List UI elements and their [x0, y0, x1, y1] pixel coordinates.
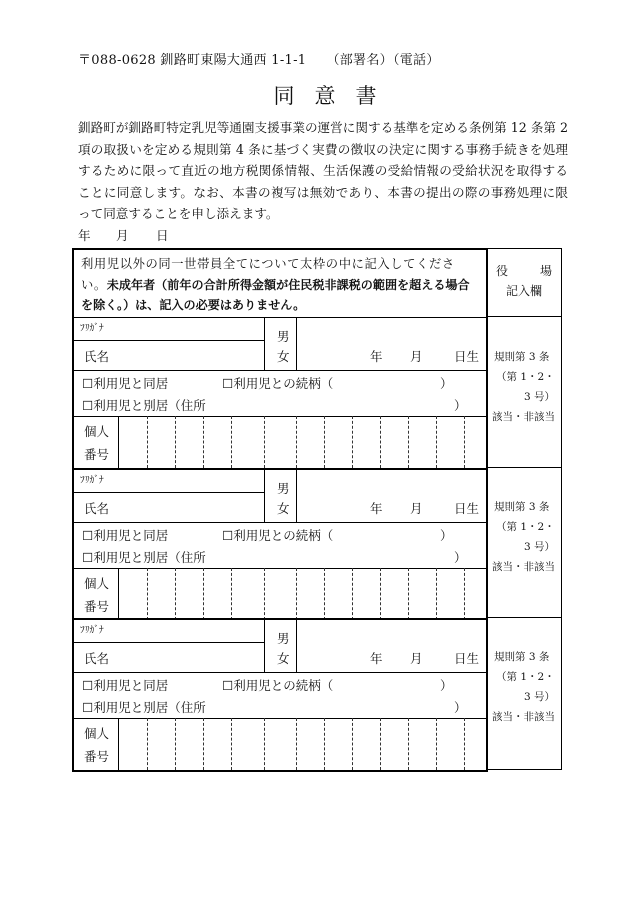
name-label: 氏名 [84, 651, 110, 666]
mynumber-digit-divider [464, 718, 465, 770]
mynumber-digit-divider [203, 568, 204, 620]
mynumber-label-divider [118, 568, 119, 620]
mynumber-digit-divider [147, 568, 148, 620]
birth-day-label: 日生 [454, 349, 480, 364]
mynumber-row-top [74, 718, 486, 719]
cohabit-checkbox[interactable]: ☐利用児と同居 [82, 376, 169, 391]
separate-checkbox[interactable]: ☐利用児と別居（住所 [82, 398, 206, 413]
furigana-label: ﾌﾘｶﾞﾅ [80, 475, 104, 486]
mynumber-digit-divider [296, 416, 297, 468]
birth-month-label: 月 [410, 349, 423, 364]
mynumber-digit-divider [324, 718, 325, 770]
gender-male-option[interactable]: 男 [277, 631, 290, 646]
office-eligibility-choice[interactable]: 該当・非該当 [492, 561, 555, 573]
mynumber-label-divider [118, 718, 119, 770]
furigana-divider [74, 492, 264, 493]
birth-day-label: 日生 [454, 501, 480, 516]
household-member-1 [74, 318, 486, 468]
mynumber-label-line1: 個人 [84, 424, 110, 439]
mynumber-digit-divider [147, 416, 148, 468]
mynumber-digit-divider [380, 416, 381, 468]
office-eligibility-note [486, 497, 562, 577]
office-note-line3: 3 号） [524, 691, 556, 703]
mynumber-digit-divider [436, 568, 437, 620]
name-right-divider [264, 620, 265, 672]
office-eligibility-choice[interactable]: 該当・非該当 [492, 411, 555, 423]
office-eligibility-note [486, 347, 562, 427]
separate-checkbox[interactable]: ☐利用児と別居（住所 [82, 550, 206, 565]
mynumber-digit-divider [352, 568, 353, 620]
mynumber-digit-divider [147, 718, 148, 770]
mynumber-digit-divider [324, 568, 325, 620]
gender-female-option[interactable]: 女 [277, 349, 290, 364]
name-row-bottom [74, 672, 486, 673]
name-row-bottom [74, 522, 486, 523]
mynumber-digit-divider [264, 568, 265, 620]
office-note-line2: （第 1・2・ [496, 521, 555, 533]
furigana-label: ﾌﾘｶﾞﾅ [80, 323, 104, 334]
mynumber-digit-divider [464, 568, 465, 620]
mynumber-digit-divider [264, 718, 265, 770]
mynumber-digit-divider [264, 416, 265, 468]
cohabit-checkbox[interactable]: ☐利用児と同居 [82, 678, 169, 693]
gender-right-divider [296, 470, 297, 522]
birth-year-label: 年 [370, 651, 383, 666]
mynumber-digit-divider [436, 416, 437, 468]
birth-month-label: 月 [410, 501, 423, 516]
mynumber-row-top [74, 568, 486, 569]
office-eligibility-note [486, 647, 562, 727]
mynumber-digit-divider [231, 568, 232, 620]
office-use-column [486, 248, 562, 770]
document-title: 同意書 [273, 84, 397, 108]
date-line [78, 225, 169, 244]
mynumber-digit-divider [352, 718, 353, 770]
name-right-divider [264, 318, 265, 370]
relation-checkbox[interactable]: ☐利用児との続柄（ [222, 678, 334, 693]
mynumber-digit-divider [380, 718, 381, 770]
birth-year-label: 年 [370, 501, 383, 516]
office-use-header [486, 249, 562, 317]
office-note-line1: 規則第 3 条 [494, 651, 550, 663]
mynumber-digit-divider [175, 718, 176, 770]
mynumber-label-line2: 番号 [84, 599, 110, 614]
gender-right-divider [296, 318, 297, 370]
gender-male-option[interactable]: 男 [277, 481, 290, 496]
birth-month-label: 月 [410, 651, 423, 666]
name-label: 氏名 [84, 501, 110, 516]
office-address: 〒088-0628 釧路町東陽大通西 1-1-1 （部署名）（電話） [78, 53, 440, 68]
consent-form [72, 248, 562, 770]
gender-female-option[interactable]: 女 [277, 651, 290, 666]
furigana-label: ﾌﾘｶﾞﾅ [80, 625, 104, 636]
relation-close-paren: ） [440, 376, 453, 391]
mynumber-digit-divider [175, 416, 176, 468]
mynumber-digit-divider [296, 568, 297, 620]
mynumber-digit-divider [408, 568, 409, 620]
office-note-line3: 3 号） [524, 391, 556, 403]
separate-checkbox[interactable]: ☐利用児と別居（住所 [82, 700, 206, 715]
mynumber-label-line2: 番号 [84, 447, 110, 462]
office-header-line2: 記入欄 [505, 284, 542, 298]
office-note-line1: 規則第 3 条 [494, 351, 550, 363]
relation-checkbox[interactable]: ☐利用児との続柄（ [222, 376, 334, 391]
mynumber-digit-divider [203, 718, 204, 770]
furigana-divider [74, 642, 264, 643]
mynumber-digit-divider [436, 718, 437, 770]
cohabit-checkbox[interactable]: ☐利用児と同居 [82, 528, 169, 543]
name-label: 氏名 [84, 349, 110, 364]
household-member-3 [74, 618, 486, 768]
date-month[interactable]: 月 [116, 228, 129, 243]
office-header-line1: 役 場 [496, 264, 563, 278]
instruction-bold-text: 未成年者（前年の合計所得金額が住民税非課税の範囲を超える場合を除く。）は、記入の必要はありません。 [81, 277, 470, 312]
mynumber-digit-divider [408, 718, 409, 770]
form-instructions [74, 250, 486, 318]
gender-female-option[interactable]: 女 [277, 501, 290, 516]
consent-paragraph: 釧路町が釧路町特定乳児等通園支援事業の運営に関する基準を定める条例第 12 条第 2 項の取扱いを定める規則第 4 条に基づく実費の徴収の決定に関する事務手続きを処理するために限って直近の地方税関係情報、生活保護の受給情報の受給状況を取得することに同意します。なお、本書の複写は無効であり、本書の提出の際の事務処理に限って同意することを申し添えます。 [78, 120, 568, 221]
mynumber-label-line1: 個人 [84, 726, 110, 741]
office-note-line2: （第 1・2・ [496, 371, 555, 383]
furigana-divider [74, 340, 264, 341]
gender-right-divider [296, 620, 297, 672]
household-member-2 [74, 468, 486, 618]
entry-frame [72, 248, 488, 772]
mynumber-digit-divider [175, 568, 176, 620]
mynumber-digit-divider [352, 416, 353, 468]
birth-year-label: 年 [370, 349, 383, 364]
address-close-paren: ） [454, 700, 467, 715]
office-note-line2: （第 1・2・ [496, 671, 555, 683]
address-close-paren: ） [454, 550, 467, 565]
office-note-line1: 規則第 3 条 [494, 501, 550, 513]
mynumber-digit-divider [464, 416, 465, 468]
office-eligibility-choice[interactable]: 該当・非該当 [492, 711, 555, 723]
gender-male-option[interactable]: 男 [277, 329, 290, 344]
relation-close-paren: ） [440, 528, 453, 543]
date-day[interactable]: 日 [156, 228, 169, 243]
birth-day-label: 日生 [454, 651, 480, 666]
relation-checkbox[interactable]: ☐利用児との続柄（ [222, 528, 334, 543]
mynumber-digit-divider [231, 416, 232, 468]
address-close-paren: ） [454, 398, 467, 413]
name-right-divider [264, 470, 265, 522]
mynumber-digit-divider [380, 568, 381, 620]
mynumber-digit-divider [296, 718, 297, 770]
mynumber-digit-divider [408, 416, 409, 468]
office-note-line3: 3 号） [524, 541, 556, 553]
mynumber-label-line2: 番号 [84, 749, 110, 764]
mynumber-digit-divider [203, 416, 204, 468]
mynumber-label-line1: 個人 [84, 576, 110, 591]
mynumber-digit-divider [231, 718, 232, 770]
name-row-bottom [74, 370, 486, 371]
mynumber-row-top [74, 416, 486, 417]
instruction-text: 利用児以外の同一世帯員全てについて太枠の中に記入してください。 [81, 257, 455, 292]
mynumber-label-divider [118, 416, 119, 468]
relation-close-paren: ） [440, 678, 453, 693]
mynumber-digit-divider [324, 416, 325, 468]
date-year[interactable]: 年 [78, 228, 91, 243]
